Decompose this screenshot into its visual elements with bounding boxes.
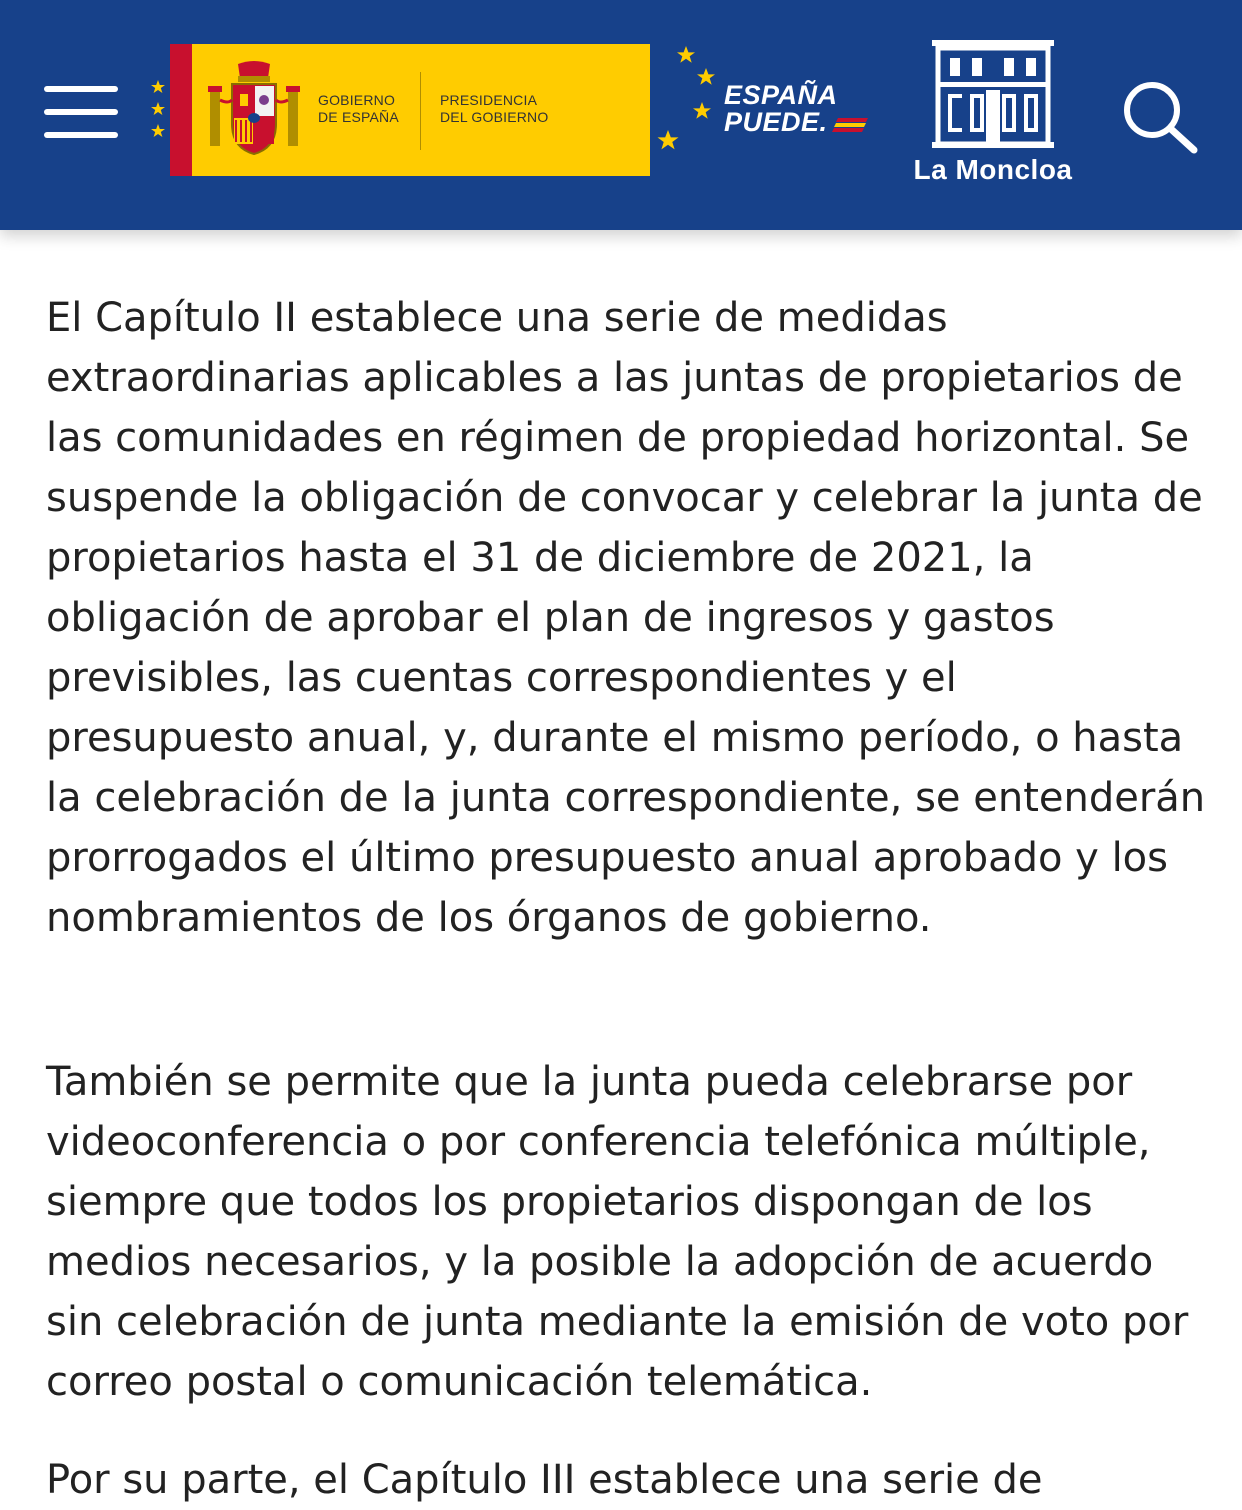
espana-puede-logo: ESPAÑA PUEDE.: [724, 80, 838, 137]
la-moncloa-label[interactable]: La Moncloa: [913, 154, 1073, 185]
spain-flag-icon: [832, 118, 868, 132]
menu-bar: [44, 86, 118, 92]
coat-of-arms-icon: [208, 60, 300, 160]
logo-divider: [420, 72, 421, 150]
article-paragraph: También se permite que la junta pueda celebrarse por videoconferencia o por conferencia telefónica múltiple, siempre que todos los propietarios dispongan de los medios necesarios, y la posible la adopción de acuerdo sin celebración de junta mediante la emisión de voto por correo postal o comunicación telemática.: [46, 1059, 1189, 1405]
presidencia-del-gobierno-text: PRESIDENCIA DEL GOBIERNO: [440, 92, 549, 125]
article-paragraph: El Capítulo II establece una serie de medidas extraordinarias aplicables a las juntas de propietarios de las comunidades en régimen de propiedad horizontal. Se suspende la obligación de convocar y celebrar la junta de propietarios hasta el 31 de diciembre de 2021, la obligación de aprobar el plan de ingresos y gastos previsibles, las cuentas correspondientes y el presupuesto anual, y, durante el mismo período, o hasta la celebración de la junta correspondiente, se entenderán prorrogados el último presupuesto anual aprobado y los nombramientos de los órganos de gobierno.: [46, 295, 1206, 941]
menu-bar: [44, 109, 118, 115]
stars-icon: [646, 40, 720, 156]
eu-band: [146, 44, 170, 176]
gobierno-de-espana-logo[interactable]: [146, 44, 650, 176]
site-header: [0, 0, 1242, 230]
gobierno-de-espana-text: GOBIERNO DE ESPAÑA: [318, 92, 399, 125]
red-band: [170, 44, 192, 176]
article-paragraph: Por su parte, el Capítulo III establece una serie de: [46, 1457, 1043, 1503]
search-icon[interactable]: [1118, 78, 1202, 158]
menu-bar: [44, 132, 118, 138]
la-moncloa-building-icon[interactable]: [928, 38, 1058, 150]
eu-stars-icon: [146, 44, 170, 176]
hamburger-menu-icon[interactable]: [44, 86, 118, 140]
